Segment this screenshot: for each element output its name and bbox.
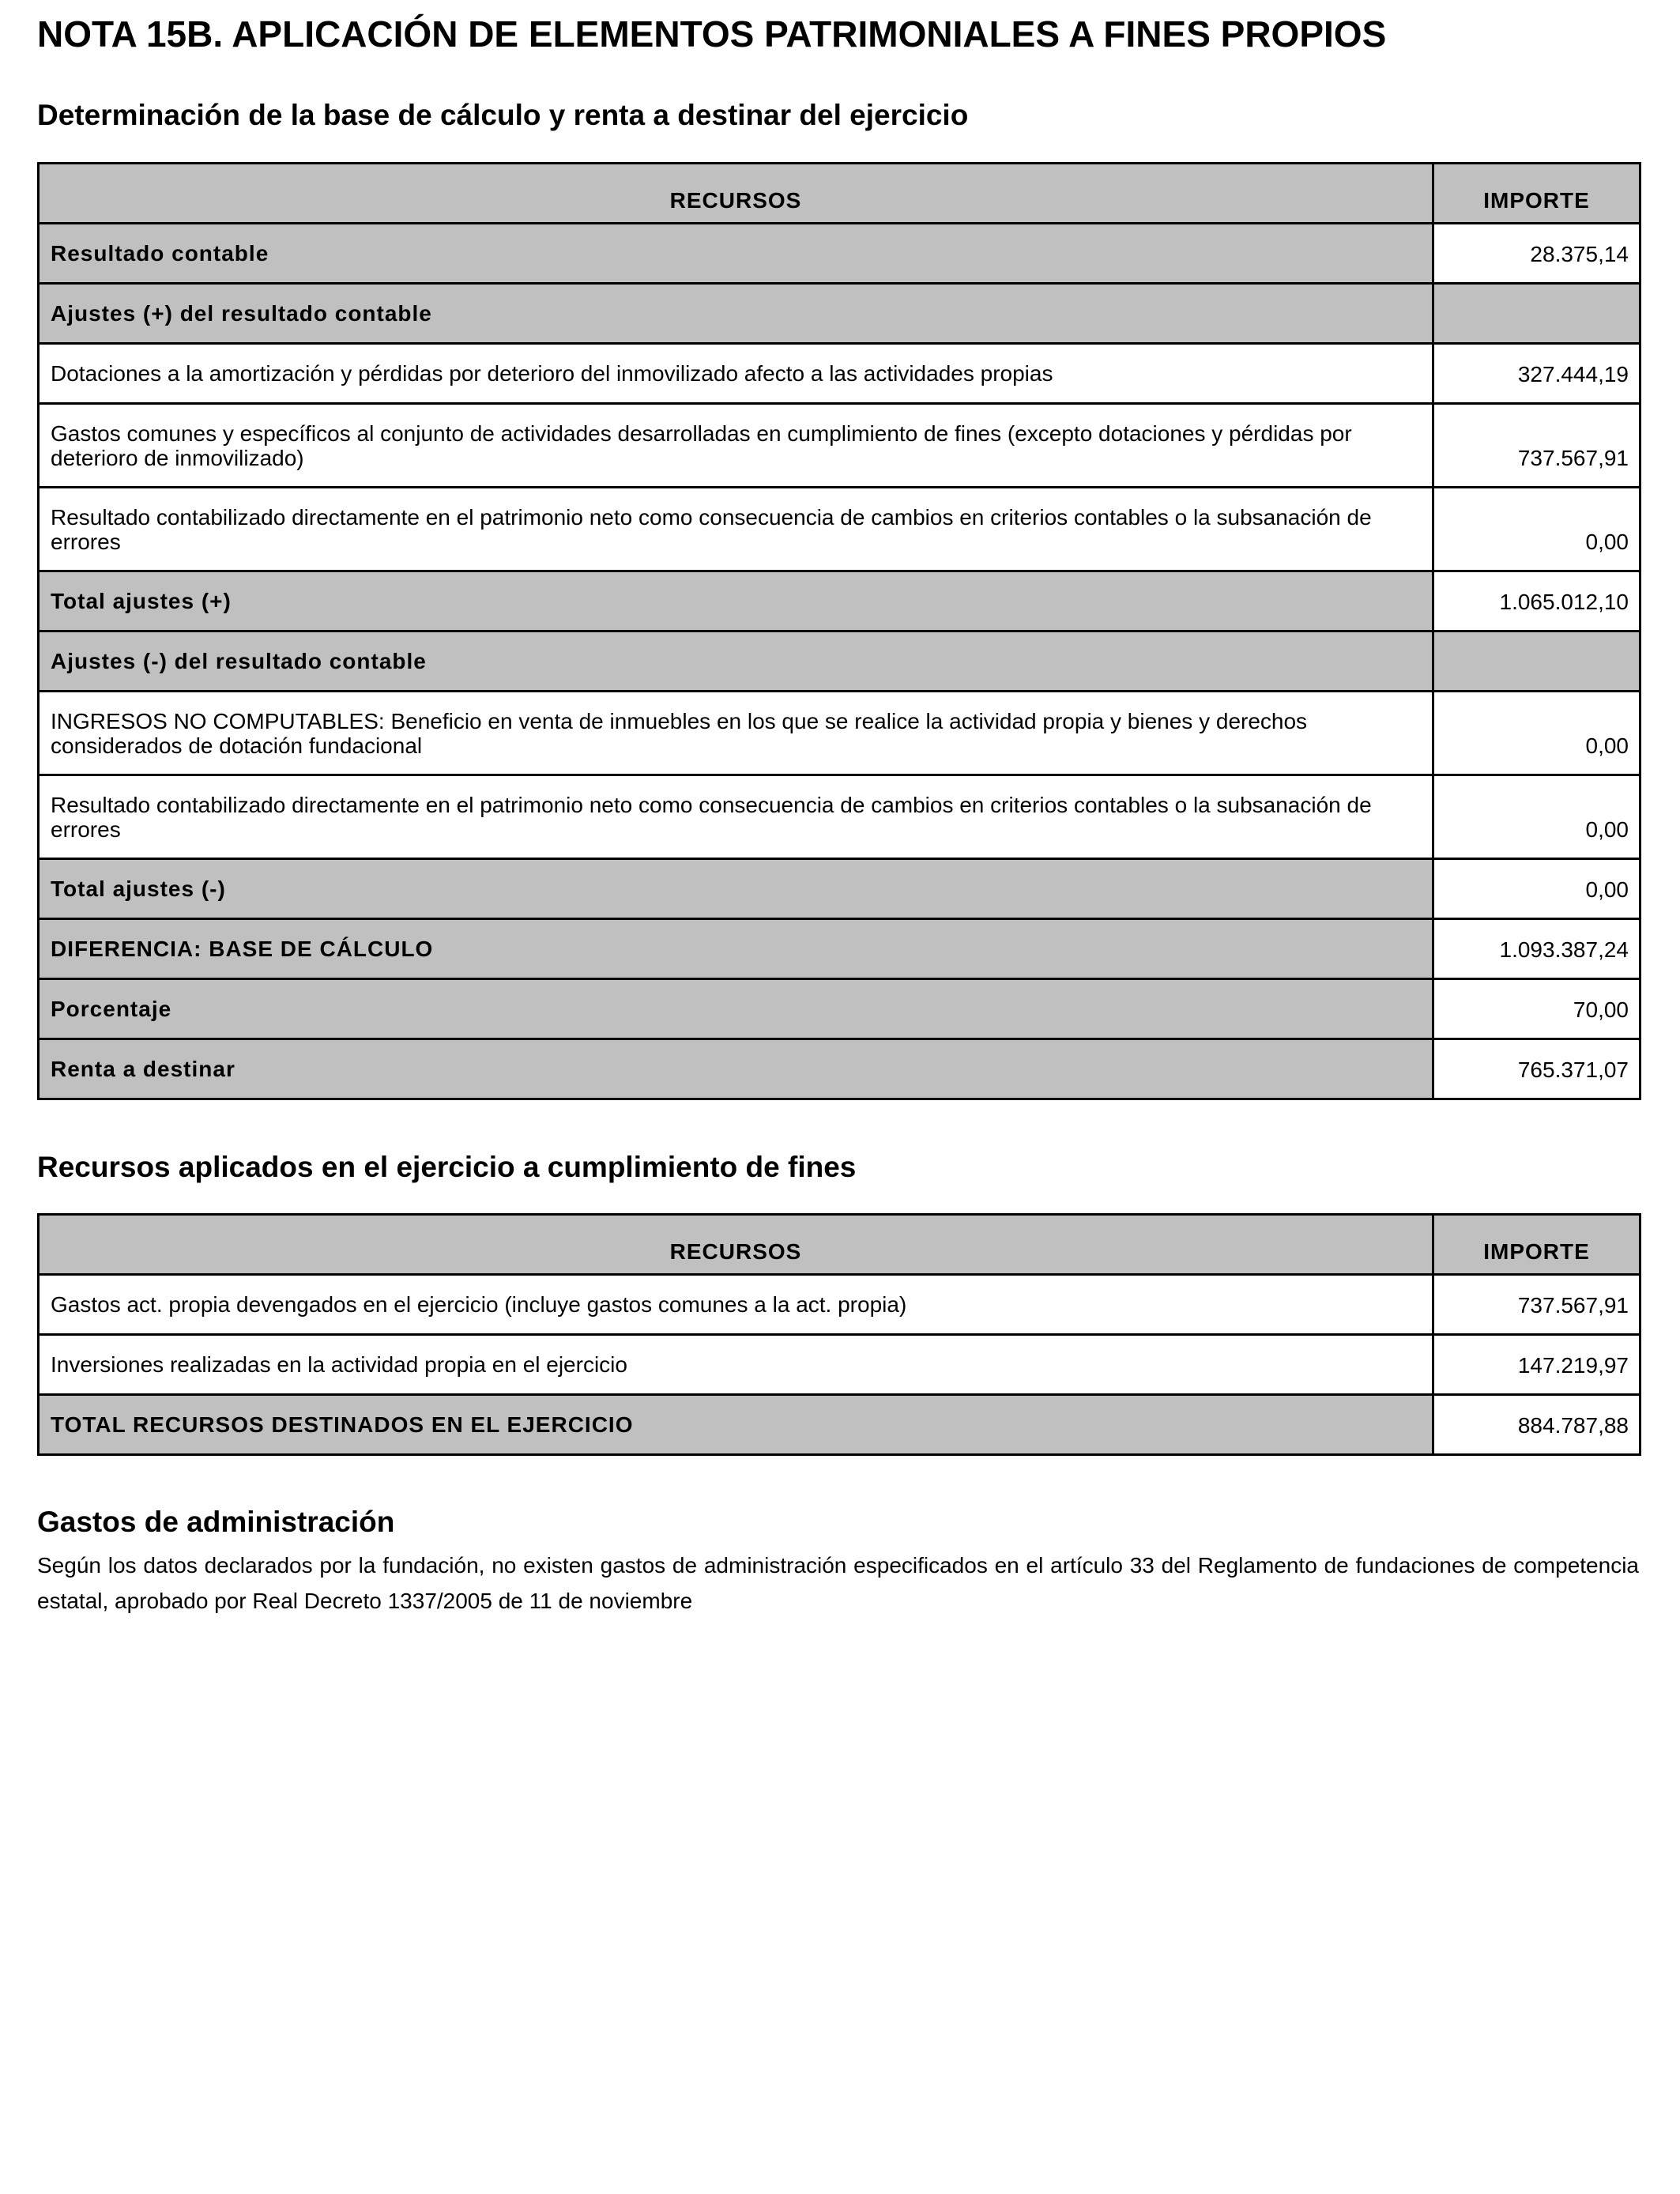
base-calculo-table <box>37 162 1641 1100</box>
row-label: Gastos act. propia devengados en el ejercicio (incluye gastos comunes a la act. propia) <box>39 1275 1433 1335</box>
column-header-importe: IMPORTE <box>1433 1215 1640 1275</box>
row-label: TOTAL RECURSOS DESTINADOS EN EL EJERCICIO <box>39 1395 1433 1455</box>
row-label: Dotaciones a la amortización y pérdidas por deterioro del inmovilizado afecto a las actividades propias <box>39 344 1433 404</box>
column-header-recursos: RECURSOS <box>39 164 1433 224</box>
table-row <box>39 692 1640 775</box>
row-label: Resultado contable <box>39 224 1433 284</box>
page-title: NOTA 15B. APLICACIÓN DE ELEMENTOS PATRIMONIALES A FINES PROPIOS <box>37 13 1387 55</box>
row-amount: 737.567,91 <box>1433 1275 1640 1335</box>
row-amount: 884.787,88 <box>1433 1395 1640 1455</box>
row-label: Total ajustes (+) <box>39 571 1433 631</box>
row-amount: 70,00 <box>1433 979 1640 1039</box>
row-amount: 0,00 <box>1433 488 1640 571</box>
table-row <box>39 919 1640 979</box>
section-heading-gastos-administracion: Gastos de administración <box>37 1506 395 1538</box>
row-amount: 1.093.387,24 <box>1433 919 1640 979</box>
row-label: Resultado contabilizado directamente en el patrimonio neto como consecuencia de cambios en criterios contables o la subsanación de errores <box>39 775 1433 859</box>
table-row <box>39 284 1640 344</box>
table-row <box>39 1335 1640 1395</box>
table-row <box>39 979 1640 1039</box>
table-row <box>39 571 1640 631</box>
table-row <box>39 859 1640 919</box>
table-row <box>39 1275 1640 1335</box>
row-amount: 147.219,97 <box>1433 1335 1640 1395</box>
table-row <box>39 404 1640 488</box>
gastos-administracion-text: Según los datos declarados por la fundación, no existen gastos de administración especificados en el artículo 33 del Reglamento de fundaciones de competencia estatal, aprobado por Real Decreto 1337/2005 de 11 de noviembre <box>37 1553 1639 1613</box>
table-row <box>39 224 1640 284</box>
row-amount: 765.371,07 <box>1433 1039 1640 1099</box>
row-label: Ajustes (+) del resultado contable <box>39 284 1433 344</box>
row-label: Ajustes (-) del resultado contable <box>39 631 1433 692</box>
row-label: Porcentaje <box>39 979 1433 1039</box>
row-amount <box>1433 284 1640 344</box>
row-label: Inversiones realizadas en la actividad propia en el ejercicio <box>39 1335 1433 1395</box>
table-row <box>39 1395 1640 1455</box>
row-amount: 1.065.012,10 <box>1433 571 1640 631</box>
row-amount: 0,00 <box>1433 775 1640 859</box>
row-amount <box>1433 631 1640 692</box>
section-heading-base-calculo: Determinación de la base de cálculo y renta a destinar del ejercicio <box>37 99 969 131</box>
table-row <box>39 488 1640 571</box>
row-label: Total ajustes (-) <box>39 859 1433 919</box>
recursos-aplicados-table <box>37 1213 1641 1456</box>
row-label: Gastos comunes y específicos al conjunto de actividades desarrolladas en cumplimiento de fines (excepto dotaciones y pérdidas por deterioro de inmovilizado) <box>39 404 1433 488</box>
row-amount: 737.567,91 <box>1433 404 1640 488</box>
row-amount: 0,00 <box>1433 692 1640 775</box>
row-label: Renta a destinar <box>39 1039 1433 1099</box>
section-heading-recursos-aplicados: Recursos aplicados en el ejercicio a cumplimiento de fines <box>37 1151 857 1183</box>
row-amount: 0,00 <box>1433 859 1640 919</box>
table-row <box>39 775 1640 859</box>
table-row <box>39 1039 1640 1099</box>
row-label: DIFERENCIA: BASE DE CÁLCULO <box>39 919 1433 979</box>
column-header-importe: IMPORTE <box>1433 164 1640 224</box>
row-amount: 327.444,19 <box>1433 344 1640 404</box>
column-header-recursos: RECURSOS <box>39 1215 1433 1275</box>
table-row <box>39 631 1640 692</box>
row-label: INGRESOS NO COMPUTABLES: Beneficio en venta de inmuebles en los que se realice la actividad propia y bienes y derechos considerados de dotación fundacional <box>39 692 1433 775</box>
row-amount: 28.375,14 <box>1433 224 1640 284</box>
table-row <box>39 344 1640 404</box>
row-label: Resultado contabilizado directamente en el patrimonio neto como consecuencia de cambios en criterios contables o la subsanación de errores <box>39 488 1433 571</box>
